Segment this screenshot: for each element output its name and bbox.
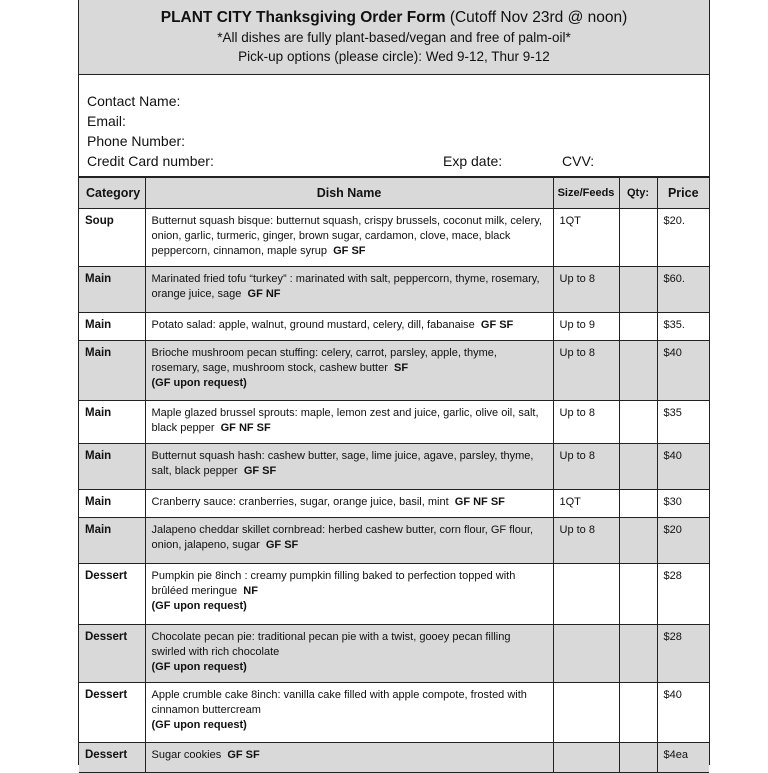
cvv-field[interactable]: CVV: <box>562 153 595 169</box>
qty-cell[interactable] <box>619 209 657 267</box>
header-category: Category <box>79 178 145 209</box>
menu-table <box>79 177 709 773</box>
qty-cell[interactable] <box>619 683 657 743</box>
price-cell: $35 <box>657 401 709 444</box>
table-header-row <box>79 178 709 209</box>
category-cell: Main <box>79 444 145 490</box>
category-cell: Soup <box>79 209 145 267</box>
qty-cell[interactable] <box>619 490 657 518</box>
table-row <box>79 341 709 401</box>
qty-cell[interactable] <box>619 444 657 490</box>
header-qty: Qty: <box>619 178 657 209</box>
table-row <box>79 444 709 490</box>
dish-cell: Maple glazed brussel sprouts: maple, lemon zest and juice, garlic, olive oil, salt, black pepper GF NF SF <box>145 401 553 444</box>
header-price: Price <box>657 178 709 209</box>
size-cell: 1QT <box>553 490 619 518</box>
price-cell: $20. <box>657 209 709 267</box>
size-cell <box>553 683 619 743</box>
dish-cell: Potato salad: apple, walnut, ground mustard, celery, dill, fabanaise GF SF <box>145 313 553 341</box>
table-row <box>79 401 709 444</box>
table-row <box>79 518 709 564</box>
price-cell: $30 <box>657 490 709 518</box>
table-row <box>79 564 709 625</box>
price-cell: $60. <box>657 267 709 313</box>
table-row <box>79 267 709 313</box>
header-dish-name: Dish Name <box>145 178 553 209</box>
category-cell: Main <box>79 313 145 341</box>
phone-field[interactable]: Phone Number: <box>87 133 186 149</box>
dish-cell: Butternut squash hash: cashew butter, sage, lime juice, agave, parsley, thyme, salt, black pepper GF SF <box>145 444 553 490</box>
qty-cell[interactable] <box>619 341 657 401</box>
qty-cell[interactable] <box>619 625 657 683</box>
contact-section <box>79 75 709 177</box>
size-cell: Up to 8 <box>553 401 619 444</box>
form-header <box>79 0 709 75</box>
dish-cell: Cranberry sauce: cranberries, sugar, orange juice, basil, mint GF NF SF <box>145 490 553 518</box>
category-cell: Main <box>79 341 145 401</box>
email-field[interactable]: Email: <box>87 113 126 129</box>
order-form <box>78 0 710 765</box>
category-cell: Dessert <box>79 743 145 773</box>
size-cell <box>553 743 619 773</box>
size-cell: 1QT <box>553 209 619 267</box>
size-cell: Up to 8 <box>553 267 619 313</box>
table-row <box>79 490 709 518</box>
category-cell: Dessert <box>79 625 145 683</box>
category-cell: Main <box>79 401 145 444</box>
category-cell: Dessert <box>79 683 145 743</box>
price-cell: $40 <box>657 444 709 490</box>
size-cell: Up to 8 <box>553 444 619 490</box>
dish-cell: Butternut squash bisque: butternut squash, crispy brussels, coconut milk, celery, onion, garlic, turmeric, ginger, brown sugar, cardamon, clove, mace, black peppercorn, cinnamon, maple syrup GF SF <box>145 209 553 267</box>
dish-cell: Brioche mushroom pecan stuffing: celery, carrot, parsley, apple, thyme, rosemary, sage, mushroom stock, cashew butter SF (GF upon request) <box>145 341 553 401</box>
contact-name-field[interactable]: Contact Name: <box>87 93 181 109</box>
qty-cell[interactable] <box>619 401 657 444</box>
price-cell: $40 <box>657 683 709 743</box>
price-cell: $28 <box>657 625 709 683</box>
vegan-notice: *All dishes are fully plant-based/vegan and free of palm-oil* <box>217 30 571 45</box>
price-cell: $28 <box>657 564 709 625</box>
header-size-feeds: Size/Feeds <box>553 178 619 209</box>
category-cell: Main <box>79 267 145 313</box>
credit-card-field[interactable]: Credit Card number: <box>87 153 214 169</box>
price-cell: $40 <box>657 341 709 401</box>
dish-cell: Pumpkin pie 8inch : creamy pumpkin filling baked to perfection topped with brûléed meringue NF (GF upon request) <box>145 564 553 625</box>
size-cell: Up to 9 <box>553 313 619 341</box>
table-row <box>79 313 709 341</box>
dish-cell: Chocolate pecan pie: traditional pecan pie with a twist, gooey pecan filling swirled with rich chocolate (GF upon request) <box>145 625 553 683</box>
size-cell: Up to 8 <box>553 341 619 401</box>
table-row <box>79 209 709 267</box>
category-cell: Dessert <box>79 564 145 625</box>
exp-date-field[interactable]: Exp date: <box>443 153 503 169</box>
dish-cell: Marinated fried tofu “turkey” : marinated with salt, peppercorn, thyme, rosemary, orange juice, sage GF NF <box>145 267 553 313</box>
qty-cell[interactable] <box>619 267 657 313</box>
dish-cell: Apple crumble cake 8inch: vanilla cake filled with apple compote, frosted with cinnamon buttercream (GF upon request) <box>145 683 553 743</box>
size-cell: Up to 8 <box>553 518 619 564</box>
category-cell: Main <box>79 490 145 518</box>
qty-cell[interactable] <box>619 518 657 564</box>
dish-cell: Jalapeno cheddar skillet cornbread: herbed cashew butter, corn flour, GF flour, onion, jalapeno, sugar GF SF <box>145 518 553 564</box>
qty-cell[interactable] <box>619 743 657 773</box>
form-title: PLANT CITY Thanksgiving Order Form (Cutoff Nov 23rd @ noon) <box>160 9 628 26</box>
table-row <box>79 683 709 743</box>
price-cell: $20 <box>657 518 709 564</box>
price-cell: $35. <box>657 313 709 341</box>
size-cell <box>553 625 619 683</box>
table-row <box>79 743 709 773</box>
qty-cell[interactable] <box>619 313 657 341</box>
qty-cell[interactable] <box>619 564 657 625</box>
pickup-options: Pick-up options (please circle): Wed 9-12, Thur 9-12 <box>238 49 550 64</box>
category-cell: Main <box>79 518 145 564</box>
table-row <box>79 625 709 683</box>
dish-cell: Sugar cookies GF SF <box>145 743 553 773</box>
price-cell: $4ea <box>657 743 709 773</box>
size-cell <box>553 564 619 625</box>
